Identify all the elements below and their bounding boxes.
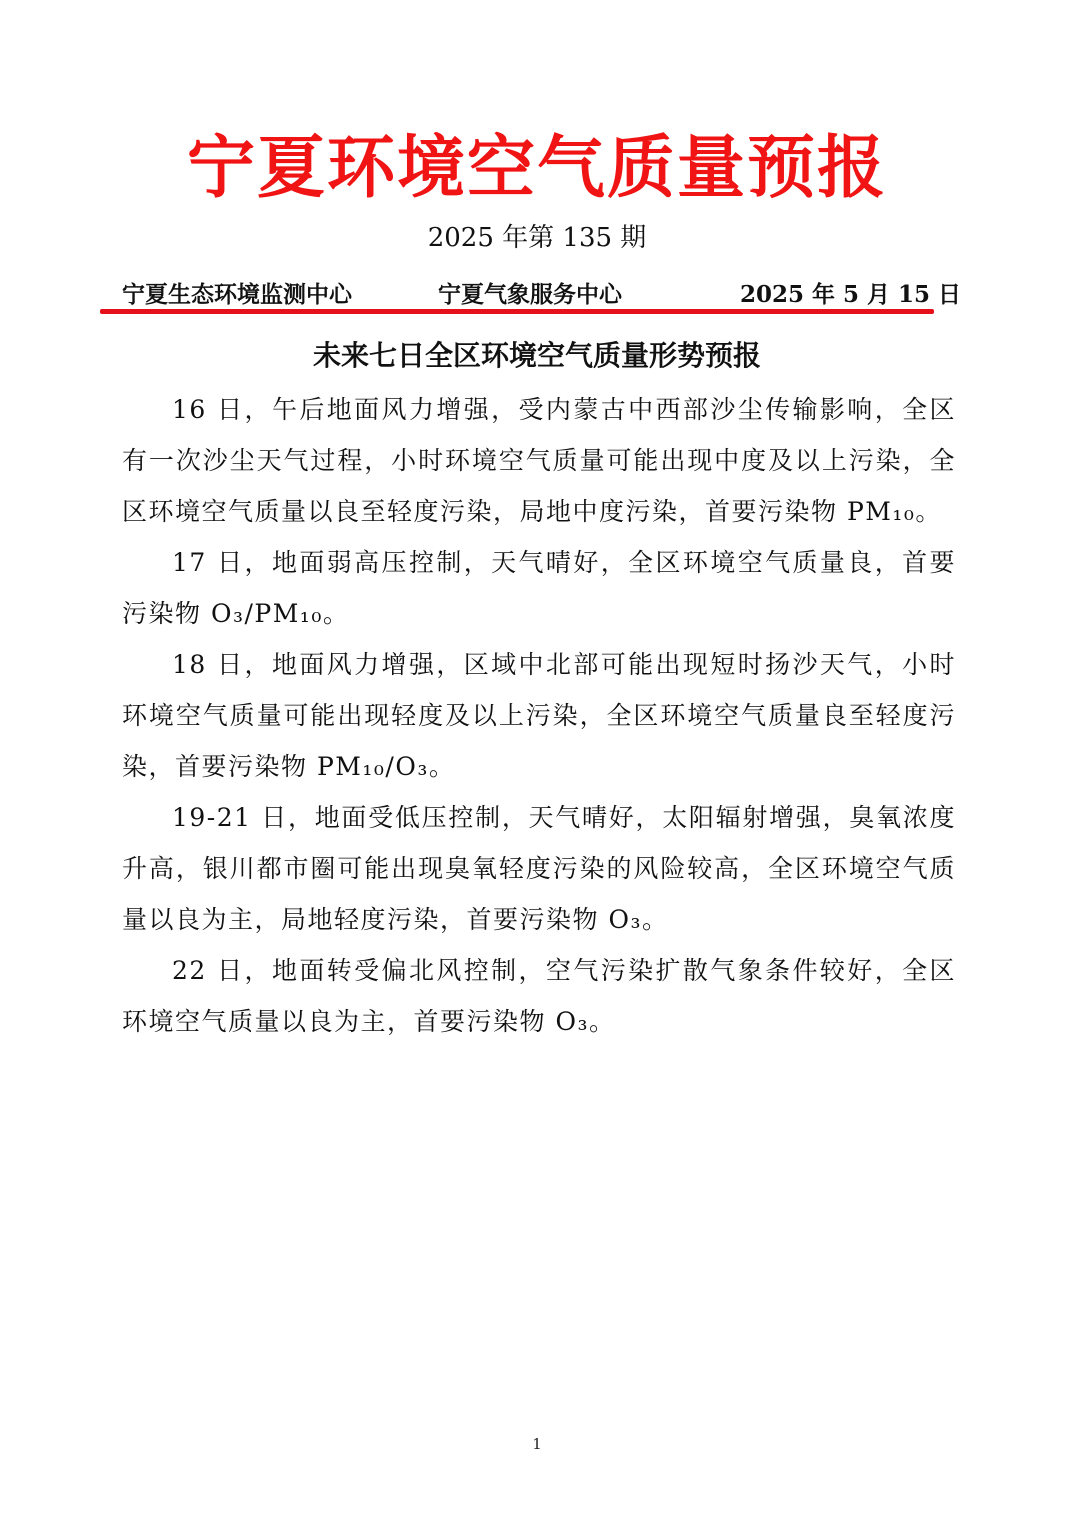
paragraph-day-17: 17 日，地面弱高压控制，天气晴好，全区环境空气质量良，首要污染物 O₃/PM₁₀。 xyxy=(122,548,956,628)
issuer-weather-service: 宁夏气象服务中心 xyxy=(438,281,622,308)
section-title: 未来七日全区环境空气质量形势预报 xyxy=(312,339,761,372)
paragraph-day-16: 16 日，午后地面风力增强，受内蒙古中西部沙尘传输影响，全区有一次沙尘天气过程，小时环境空气质量可能出现中度及以上污染，全区环境空气质量以良至轻度污染，局地中度污染，首要污染物 PM₁₀。 xyxy=(122,395,956,526)
page-number: 1 xyxy=(532,1435,542,1453)
paragraph-day-18: 18 日，地面风力增强，区域中北部可能出现短时扬沙天气，小时环境空气质量可能出现轻度及以上污染，全区环境空气质量良至轻度污染，首要污染物 PM₁₀/O₃。 xyxy=(122,650,956,781)
paragraph-day-19-21: 19-21 日，地面受低压控制，天气晴好，太阳辐射增强，臭氧浓度升高，银川都市圈可能出现臭氧轻度污染的风险较高，全区环境空气质量以良为主，局地轻度污染，首要污染物 O₃。 xyxy=(122,803,956,934)
paragraph-day-22: 22 日，地面转受偏北风控制，空气污染扩散气象条件较好，全区环境空气质量以良为主，首要污染物 O₃。 xyxy=(122,956,956,1036)
issue-number: 2025 年第 135 期 xyxy=(427,223,647,253)
forecast-body xyxy=(122,384,956,1047)
issuer-monitoring-center: 宁夏生态环境监测中心 xyxy=(122,281,352,308)
masthead-title: 宁夏环境空气质量预报 xyxy=(186,128,887,208)
header-red-rule xyxy=(100,309,934,314)
issue-date: 2025 年 5 月 15 日 xyxy=(740,281,962,308)
